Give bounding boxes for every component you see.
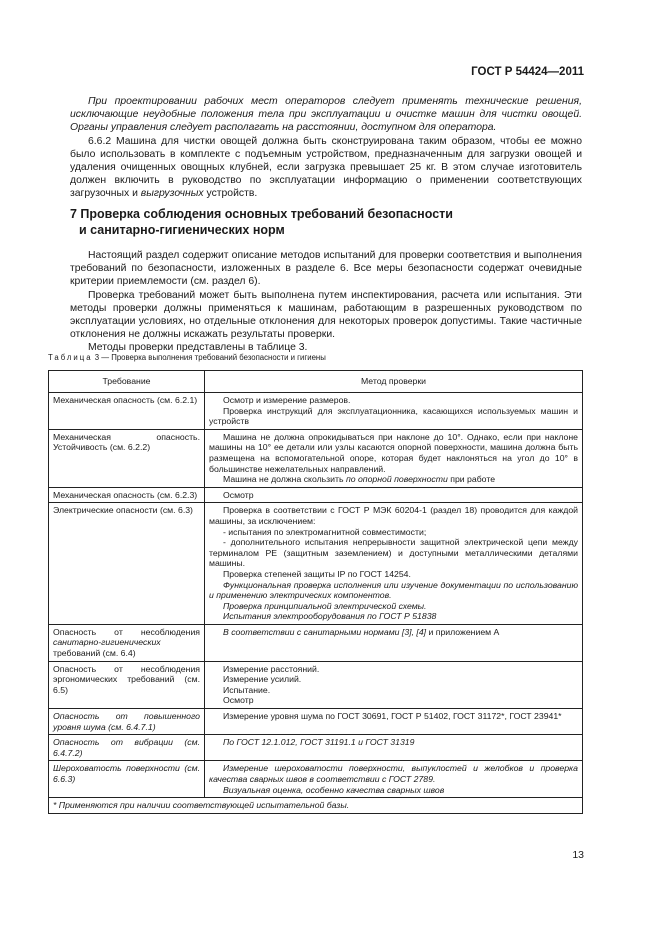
table-row bbox=[49, 429, 583, 487]
requirement-cell: Шероховатость поверхности (см. 6.6.3) bbox=[49, 761, 205, 798]
method-line: По ГОСТ 12.1.012, ГОСТ 31191.1 и ГОСТ 31319 bbox=[223, 737, 415, 748]
section-7-text bbox=[70, 249, 582, 355]
requirement-cell: Механическая опасность. Устойчивость (см. 6.2.2) bbox=[49, 429, 205, 487]
method-line: Осмотр и измерение размеров. bbox=[223, 395, 351, 405]
method-cell bbox=[205, 735, 583, 761]
section-7-title: 7 Проверка соблюдения основных требований безопасности и санитарно-гигиенических норм bbox=[70, 207, 453, 237]
table-header-row bbox=[49, 371, 583, 393]
table-row bbox=[49, 761, 583, 798]
method-line: Проверка принципиальной электрической схемы. bbox=[223, 600, 427, 611]
requirement-cell: Электрические опасности (см. 6.3) bbox=[49, 503, 205, 625]
section-7-title-line2: и санитарно-гигиенических норм bbox=[79, 223, 285, 237]
method-line: - дополнительного испытания непрерывности защитной электрической цепи между терминалом PE (защитным заземлением) и доступными металлическими деталями машины. bbox=[209, 537, 578, 569]
method-line: Измерение усилий. bbox=[223, 674, 302, 685]
section-7-paragraph-3: Методы проверки представлены в таблице 3. bbox=[88, 342, 308, 354]
method-line: Осмотр bbox=[223, 489, 254, 500]
table-footnote-row bbox=[49, 798, 583, 814]
method-line: - испытания по электромагнитной совместимости; bbox=[223, 526, 427, 537]
intro-paragraph-6-6-2: 6.6.2 Машина для чистки овощей должна быть сконструирована таким образом, чтобы ее можно было использовать в комплекте с подъемным устройством, предназначенным для загрузки овощей и удаления очищенных овощных клубней, если загрузка превышает 25 кг. В этом случае изготовитель должен включить в руководство по эксплуатации информацию о применении соответствующих загрузочных и выгрузочных устройств. bbox=[70, 135, 582, 200]
method-line: Испытания электрооборудования по ГОСТ Р 51838 bbox=[223, 611, 437, 622]
requirement-cell: Опасность от вибрации (см. 6.4.7.2) bbox=[49, 735, 205, 761]
method-line: Осмотр bbox=[223, 695, 254, 706]
method-line: Проверка степеней защиты IP по ГОСТ 14254. bbox=[223, 568, 411, 579]
verification-table bbox=[48, 370, 583, 814]
method-cell bbox=[205, 761, 583, 798]
section-7-paragraph-2: Проверка требований может быть выполнена путем инспектирования, расчета или испытания. Эти методы проверки должны применяться к машинам, работающим в разрешенных руководством по эксплуатации условиях, но отдельные отклонения для некоторых проверок допустимы. Такие частичные отклонения не должны искажать результаты проверки. bbox=[70, 289, 582, 341]
method-cell bbox=[205, 487, 583, 503]
column-header-method: Метод проверки bbox=[205, 371, 583, 393]
table-row bbox=[49, 503, 583, 625]
intro-text bbox=[70, 95, 582, 201]
requirement-cell: Механическая опасность (см. 6.2.1) bbox=[49, 393, 205, 430]
table-row bbox=[49, 487, 583, 503]
method-line: Машина не должна опрокидываться при наклоне до 10°. Однако, если при наклоне машины на 10° ее детали или узлы касаются опорной поверхности, машина должна быть размещена на вспомогательной опоре, которая будет наклоняться на угол до 10° в большинстве нежелательных направлений. bbox=[209, 431, 578, 474]
method-cell bbox=[205, 393, 583, 430]
method-cell bbox=[205, 624, 583, 661]
method-cell bbox=[205, 709, 583, 735]
method-line: Функциональная проверка исполнения или изучение документации по использованию и применению электрических компонентов. bbox=[209, 579, 578, 601]
document-header: ГОСТ Р 54424—2011 bbox=[471, 66, 584, 78]
method-line: Измерение расстояний. bbox=[223, 663, 320, 674]
method-cell bbox=[205, 429, 583, 487]
section-7-paragraph-1: Настоящий раздел содержит описание методов испытаний для проверки соответствия и выполнения требований по безопасности, изложенных в разделе 6. Все меры безопасности содержат очевидные критерии приемлемости (см. раздел 6). bbox=[70, 250, 582, 288]
method-line: Проверка в соответствии с ГОСТ Р МЭК 60204-1 (раздел 18) проводится для каждой машины, за исключением: bbox=[209, 505, 578, 526]
page-number: 13 bbox=[572, 849, 584, 861]
table-row bbox=[49, 709, 583, 735]
method-line: Проверка инструкций для эксплуатационника, касающихся используемых машин и устройств bbox=[209, 405, 578, 427]
requirement-cell: Опасность от повышенного уровня шума (см. 6.4.7.1) bbox=[49, 709, 205, 735]
method-line: Визуальная оценка, особенно качества сварных швов bbox=[223, 784, 445, 795]
method-line: Испытание. bbox=[223, 684, 271, 695]
requirement-cell: Опасность от несоблюдения санитарно-гигиенических требований (см. 6.4) bbox=[49, 624, 205, 661]
table-footnote: * Применяются при наличии соответствующей испытательной базы. bbox=[49, 798, 583, 814]
table-row bbox=[49, 735, 583, 761]
table-caption: Таблица 3 — Проверка выполнения требований безопасности и гигиены bbox=[48, 353, 326, 362]
method-cell bbox=[205, 661, 583, 708]
column-header-requirement: Требование bbox=[49, 371, 205, 393]
table-row bbox=[49, 624, 583, 661]
method-cell bbox=[205, 503, 583, 625]
method-line: Машина не должна скользить по опорной поверхности при работе bbox=[223, 474, 496, 485]
method-line: Измерение шероховатости поверхности, выпуклостей и желобков и проверка качества сварных швов в соответствии с ГОСТ 2789. bbox=[209, 763, 578, 784]
requirement-cell: Опасность от несоблюдения эргономических требований (см. 6.5) bbox=[49, 661, 205, 708]
requirement-cell: Механическая опасность (см. 6.2.3) bbox=[49, 487, 205, 503]
table-row bbox=[49, 661, 583, 708]
method-line: В соответствии с санитарными нормами [3], [4] и приложением А bbox=[223, 626, 500, 637]
intro-paragraph-ergonomics: При проектировании рабочих мест операторов следует применять технические решения, исключающие неудобные положения тела при эксплуатации и очистке машин для чистки овощей. Органы управления следует располагать на расстоянии, доступном для оператора. bbox=[70, 96, 582, 134]
table-row bbox=[49, 393, 583, 430]
method-line: Измерение уровня шума по ГОСТ 30691, ГОСТ Р 51402, ГОСТ 31172*, ГОСТ 23941* bbox=[223, 711, 562, 722]
